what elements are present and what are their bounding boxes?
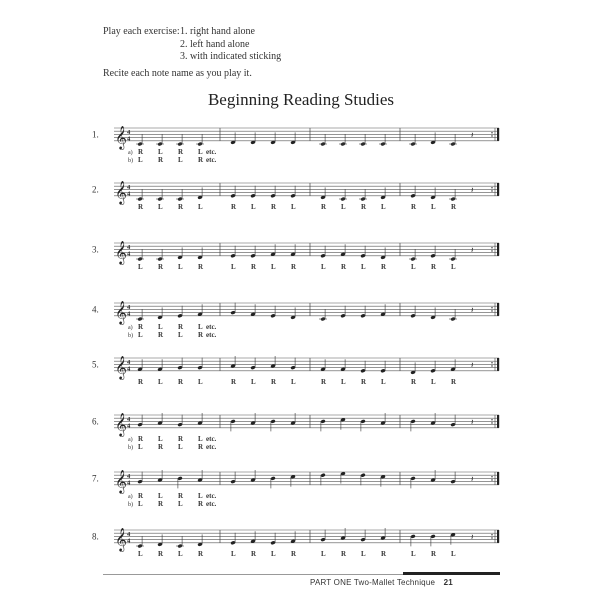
sticking-letter: R [138, 378, 144, 386]
sticking-letter: R [178, 435, 184, 443]
sticking-letter: L [178, 331, 183, 339]
sticking-letter: R [158, 550, 164, 558]
sticking-letter: R [411, 203, 417, 211]
sticking-letter: R [411, 378, 417, 386]
treble-clef-icon: 𝄞 [115, 299, 127, 324]
sticking-letter: L [198, 378, 203, 386]
sticking-letter: L [198, 323, 203, 331]
sticking-letter: L [198, 492, 203, 500]
quarter-rest-icon: 𝄽 [471, 474, 474, 484]
exercise-4 [92, 295, 500, 345]
sticking-letter: R [451, 378, 457, 386]
sticking-letter: L [451, 550, 456, 558]
quarter-rest-icon: 𝄽 [471, 532, 474, 542]
sticking-letter: L [138, 550, 143, 558]
sticking-etc: etc. [206, 331, 217, 339]
sticking-letter: L [178, 443, 183, 451]
sticking-letter: L [178, 500, 183, 508]
sticking-etc: etc. [206, 435, 217, 443]
sticking-letter: R [341, 263, 347, 271]
sticking-letter: L [251, 203, 256, 211]
sticking-letter: L [451, 263, 456, 271]
sticking-letter: R [431, 550, 437, 558]
svg-text:4: 4 [127, 310, 131, 318]
sticking-option-label: b) [128, 502, 133, 508]
staff [92, 235, 502, 275]
treble-clef-icon: 𝄞 [115, 239, 127, 264]
sticking-option-label: a) [128, 494, 133, 500]
sticking-etc: etc. [206, 156, 217, 164]
exercise-5 [92, 350, 500, 400]
sticking-letter: R [178, 323, 184, 331]
exercise-6 [92, 407, 500, 457]
sticking-letter: L [178, 550, 183, 558]
page-footer [310, 578, 453, 587]
sticking-letter: L [341, 203, 346, 211]
sticking-letter: L [198, 435, 203, 443]
instructions-label: Play each exercise: [103, 26, 180, 37]
sticking-etc: etc. [206, 500, 217, 508]
sticking-letter: L [138, 331, 143, 339]
sticking-letter: R [451, 203, 457, 211]
sticking-letter: L [231, 550, 236, 558]
sticking-letter: L [381, 378, 386, 386]
sticking-letter: L [431, 203, 436, 211]
sticking-letter: R [158, 500, 164, 508]
quarter-rest-icon: 𝄽 [471, 417, 474, 427]
exercise-2 [92, 175, 500, 225]
footer-section: Two-Mallet Technique [353, 578, 436, 587]
sticking-letter: R [198, 263, 204, 271]
sticking-letter: L [231, 263, 236, 271]
sticking-letter: R [138, 435, 144, 443]
svg-text:4: 4 [127, 244, 131, 252]
footer-rule [103, 574, 403, 575]
sticking-letter: L [271, 550, 276, 558]
sticking-letter: R [381, 263, 387, 271]
svg-text:4: 4 [127, 250, 131, 258]
sticking-letter: R [361, 378, 367, 386]
sticking-letter: R [321, 203, 327, 211]
page-title: Beginning Reading Studies [207, 90, 395, 109]
sticking-letter: L [158, 378, 163, 386]
recite-instruction: Recite each note name as you play it. [103, 68, 252, 79]
svg-text:4: 4 [127, 473, 131, 481]
exercise-1 [92, 120, 500, 170]
treble-clef-icon: 𝄞 [115, 468, 127, 493]
svg-text:2.: 2. [92, 184, 99, 195]
svg-text:4: 4 [127, 416, 131, 424]
sticking-option-label: a) [128, 437, 133, 443]
sticking-etc: etc. [206, 323, 217, 331]
sticking-etc: etc. [206, 492, 217, 500]
sticking-letter: R [138, 203, 144, 211]
sticking-letter: L [198, 203, 203, 211]
svg-text:8.: 8. [92, 531, 99, 542]
sticking-letter: R [198, 443, 204, 451]
sticking-letter: L [291, 203, 296, 211]
instructions [103, 26, 281, 64]
sticking-etc: etc. [206, 148, 217, 156]
quarter-rest-icon: 𝄽 [471, 305, 474, 315]
footer-rule-bold [403, 572, 500, 575]
exercise-8 [92, 522, 500, 572]
staff [92, 464, 502, 504]
sticking-letter: R [291, 550, 297, 558]
sticking-letter: R [158, 443, 164, 451]
sticking-letter: R [231, 378, 237, 386]
sticking-etc: etc. [206, 443, 217, 451]
sticking-letter: R [198, 156, 204, 164]
sticking-letter: L [361, 550, 366, 558]
svg-text:4: 4 [127, 365, 131, 373]
sticking-letter: L [271, 263, 276, 271]
quarter-rest-icon: 𝄽 [471, 130, 474, 140]
staff [92, 407, 502, 447]
exercise-7 [92, 464, 500, 514]
staff [92, 175, 502, 215]
sticking-letter: R [321, 378, 327, 386]
sticking-letter: R [158, 263, 164, 271]
svg-text:4: 4 [127, 135, 131, 143]
treble-clef-icon: 𝄞 [115, 124, 127, 149]
instruction-item: 2. left hand alone [180, 38, 250, 50]
treble-clef-icon: 𝄞 [115, 526, 127, 551]
sticking-letter: R [178, 492, 184, 500]
sticking-letter: R [178, 378, 184, 386]
svg-text:4: 4 [127, 190, 131, 198]
page-number: 21 [443, 578, 453, 587]
svg-text:4: 4 [127, 129, 131, 137]
sticking-letter: R [158, 331, 164, 339]
sticking-letter: R [138, 323, 144, 331]
svg-text:1.: 1. [92, 129, 99, 140]
treble-clef-icon: 𝄞 [115, 354, 127, 379]
svg-text:4.: 4. [92, 304, 99, 315]
staff [92, 350, 502, 390]
svg-text:4: 4 [127, 422, 131, 430]
sticking-letter: L [138, 263, 143, 271]
svg-text:5.: 5. [92, 359, 99, 370]
sticking-letter: L [158, 435, 163, 443]
sticking-letter: R [178, 148, 184, 156]
sticking-letter: L [411, 263, 416, 271]
svg-text:4: 4 [127, 184, 131, 192]
sticking-option-label: b) [128, 333, 133, 339]
svg-text:4: 4 [127, 304, 131, 312]
sticking-letter: R [251, 550, 257, 558]
svg-text:4: 4 [127, 531, 131, 539]
sticking-letter: R [271, 378, 277, 386]
sticking-letter: L [361, 263, 366, 271]
sticking-letter: L [138, 156, 143, 164]
sticking-letter: L [431, 378, 436, 386]
treble-clef-icon: 𝄞 [115, 179, 127, 204]
sticking-letter: R [178, 203, 184, 211]
sticking-letter: R [198, 500, 204, 508]
sticking-letter: R [271, 203, 277, 211]
sticking-letter: R [198, 550, 204, 558]
svg-text:3.: 3. [92, 244, 99, 255]
sticking-letter: L [198, 148, 203, 156]
staff [92, 522, 502, 562]
sticking-letter: L [158, 203, 163, 211]
svg-text:4: 4 [127, 359, 131, 367]
svg-text:4: 4 [127, 537, 131, 545]
sticking-letter: R [291, 263, 297, 271]
sticking-option-label: a) [128, 325, 133, 331]
sticking-letter: L [178, 156, 183, 164]
svg-text:4: 4 [127, 479, 131, 487]
sticking-letter: L [138, 443, 143, 451]
exercise-3 [92, 235, 500, 285]
sticking-letter: L [158, 148, 163, 156]
treble-clef-icon: 𝄞 [115, 411, 127, 436]
sticking-letter: L [291, 378, 296, 386]
svg-text:7.: 7. [92, 473, 99, 484]
staff [92, 120, 502, 160]
instruction-item: 1. right hand alone [180, 26, 255, 37]
sticking-letter: L [138, 500, 143, 508]
quarter-rest-icon: 𝄽 [471, 245, 474, 255]
sticking-letter: R [431, 263, 437, 271]
instruction-item: 3. with indicated sticking [180, 51, 282, 62]
sticking-letter: L [178, 263, 183, 271]
sticking-letter: R [381, 550, 387, 558]
sticking-letter: L [341, 378, 346, 386]
sticking-letter: L [158, 492, 163, 500]
sticking-letter: L [411, 550, 416, 558]
sticking-letter: R [231, 203, 237, 211]
sticking-letter: L [251, 378, 256, 386]
sticking-letter: R [158, 156, 164, 164]
sticking-letter: R [341, 550, 347, 558]
sticking-option-label: b) [128, 158, 133, 164]
sticking-letter: L [158, 323, 163, 331]
sticking-letter: R [198, 331, 204, 339]
quarter-rest-icon: 𝄽 [471, 360, 474, 370]
sticking-letter: R [251, 263, 257, 271]
sticking-option-label: b) [128, 445, 133, 451]
footer-part: PART ONE [310, 578, 352, 587]
quarter-rest-icon: 𝄽 [471, 185, 474, 195]
sticking-letter: L [381, 203, 386, 211]
sticking-letter: L [321, 263, 326, 271]
staff [92, 295, 502, 335]
sticking-letter: R [138, 148, 144, 156]
svg-text:6.: 6. [92, 416, 99, 427]
sticking-letter: R [138, 492, 144, 500]
sticking-option-label: a) [128, 150, 133, 156]
sticking-letter: R [361, 203, 367, 211]
sticking-letter: L [321, 550, 326, 558]
